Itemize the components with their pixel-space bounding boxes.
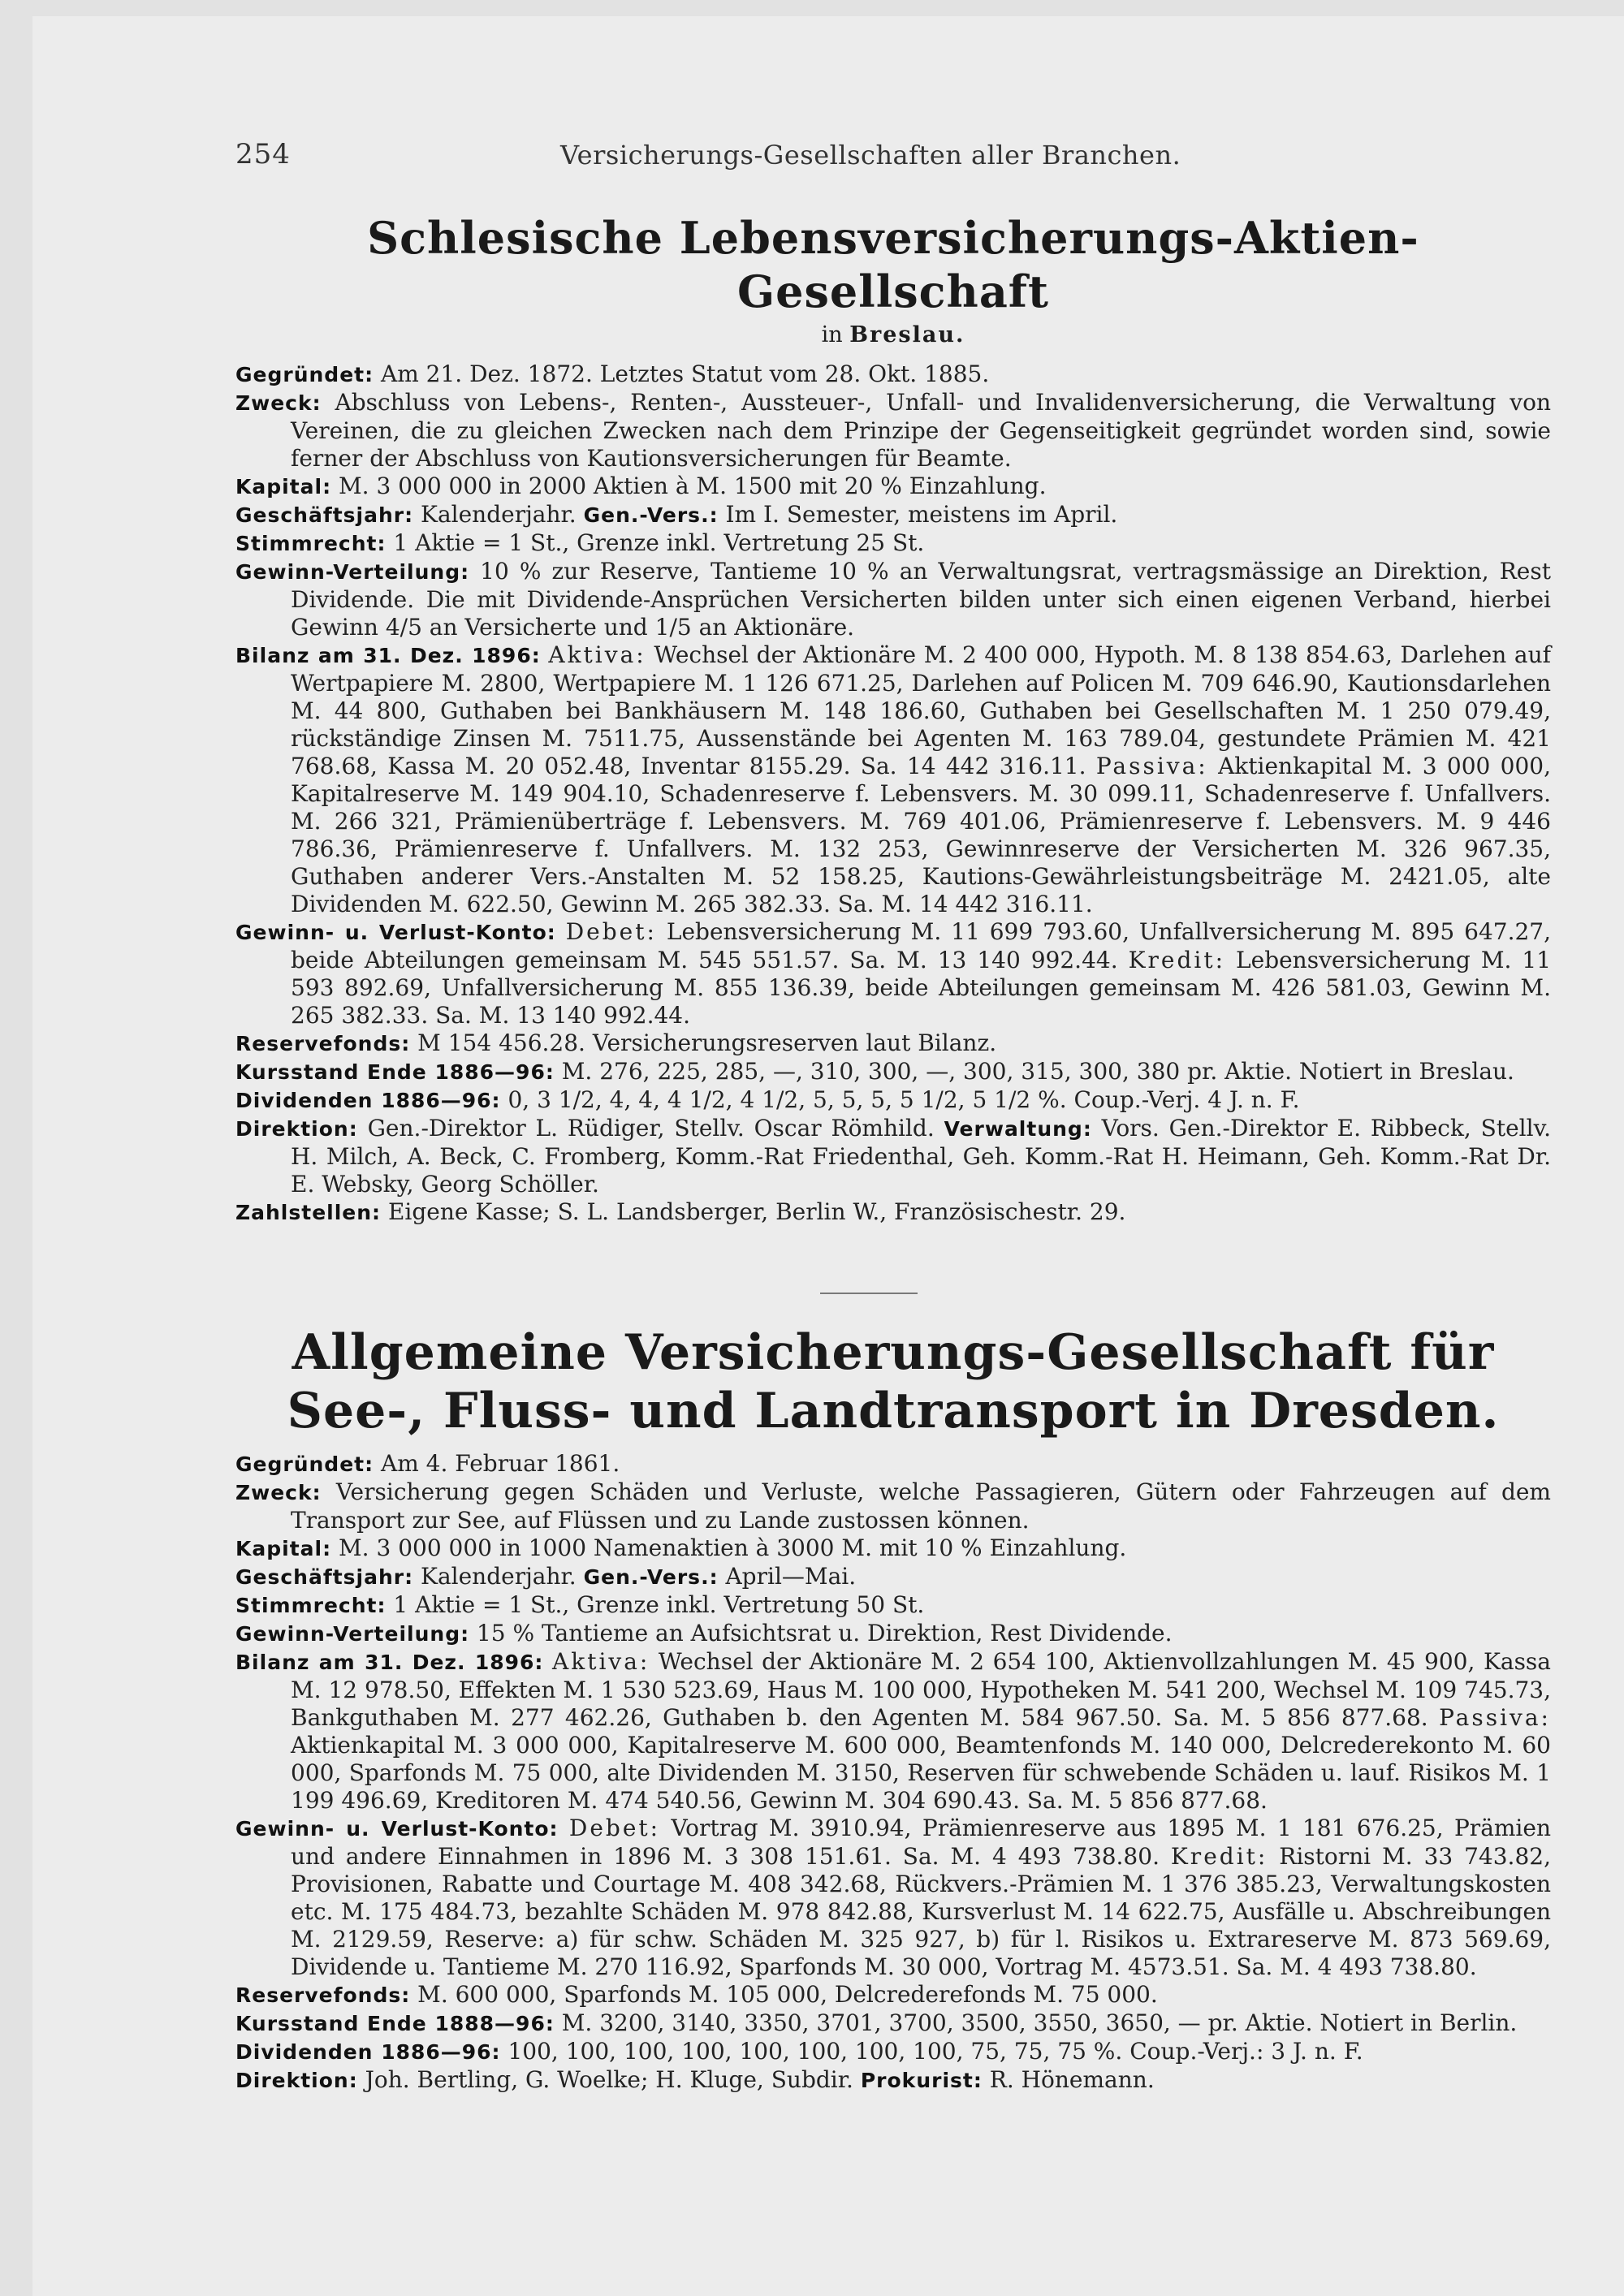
section-divider: [820, 1293, 918, 1294]
entry-text: M. 3 000 000 in 1000 Namenaktien à 3000 M. mit 10 % Einzahlung.: [331, 1534, 1127, 1561]
subtitle-prefix: in: [821, 322, 843, 347]
entry-zweck: [235, 1478, 1551, 1534]
company-section-schlesische: [235, 211, 1551, 1227]
entry-text: Kalenderjahr.: [413, 1563, 584, 1590]
entry-text: M. 276, 225, 285, —, 310, 300, —, 300, 315, 300, 380 pr. Aktie. Notiert in Breslau.: [554, 1058, 1514, 1085]
entry-stimmrecht: [235, 529, 1551, 558]
entry-label: Stimmrecht:: [235, 1594, 387, 1617]
entry-kursstand: [235, 1058, 1551, 1086]
entry-direktion: [235, 2066, 1551, 2095]
entry-text: Am 4. Februar 1861.: [374, 1450, 620, 1477]
entry-text: M. 3 000 000 in 2000 Aktien à M. 1500 mit 20 % Einzahlung.: [331, 473, 1047, 499]
entry-reservefonds: [235, 1981, 1551, 2009]
aktiva-label: Aktiva:: [552, 1648, 650, 1675]
entry-text: Am 21. Dez. 1872. Letztes Statut vom 28. Okt. 1885.: [374, 360, 990, 387]
entry-text: Joh. Bertling, G. Woelke; H. Kluge, Subdir.: [357, 2066, 861, 2093]
entry-dividenden: [235, 2038, 1551, 2066]
entry-text: M. 3200, 3140, 3350, 3701, 3700, 3500, 3550, 3650, — pr. Aktie. Notiert in Berlin.: [554, 2009, 1518, 2036]
entry-text: Versicherung gegen Schäden und Verluste, welche Passagieren, Gütern oder Fahrzeugen auf dem Transport zur See, auf Flüssen und zu Lande zustossen können.: [291, 1478, 1551, 1534]
subtitle-city: Breslau.: [849, 322, 965, 347]
passiva-label: Passiva:: [1095, 753, 1208, 779]
entry-text: Eigene Kasse; S. L. Landsberger, Berlin W., Französischestr. 29.: [381, 1198, 1126, 1225]
aktiva-label: Aktiva:: [548, 641, 646, 668]
entry-text: Abschluss von Lebens-, Renten-, Aussteuer-, Unfall- und Invalidenversicherung, die Verwaltung von Vereinen, die zu gleichen Zwecken nach dem Prinzipe der Gegenseitigkeit gegründet worden sind, sowie ferner der Abschluss von Kautionsversicherungen für Beamte.: [291, 389, 1551, 472]
entry-text: M 154 456.28. Versicherungsreserven laut Bilanz.: [410, 1029, 997, 1056]
entry-label: Stimmrecht:: [235, 532, 387, 555]
company-subtitle: [235, 320, 1551, 351]
entry-text: M. 600 000, Sparfonds M. 105 000, Delcrederefonds M. 75 000.: [410, 1981, 1158, 2008]
kredit-label: Kredit:: [1170, 1843, 1268, 1870]
company-title: Allgemeine Versicherungs-Gesellschaft für See-, Fluss- und Landtransport in Dresden.: [287, 1324, 1500, 1439]
entry-label: Zweck:: [235, 391, 322, 415]
debet-text: Lebensversicherung M. 11 699 793.60, Unfallversicherung M. 895 647.27, beide Abteilungen gemeinsam M. 545 551.57. Sa. M. 13 140 992.44.: [291, 918, 1552, 973]
entry-gegruendet: [235, 1450, 1551, 1478]
aktiva-text: Wechsel der Aktionäre M. 2 400 000, Hypoth. M. 8 138 854.63, Darlehen auf Wertpapiere M. 2800, Wertpapiere M. 1 126 671.25, Darlehen auf Policen M. 709 646.90, Kautionsdarlehen M. 44 800, Guthaben bei Bankhäusern M. 148 186.60, Guthaben bei Gesellschaften M. 1 250 079.49, rückständige Zinsen M. 7511.75, Aussenstände bei Agenten M. 163 789.04, gestundete Prämien M. 421 768.68, Kassa M. 20 052.48, Inventar 8155.29. Sa. 14 442 316.11.: [291, 641, 1551, 779]
entry-label: Reservefonds:: [235, 1983, 411, 2007]
entry-label: Kapital:: [235, 475, 332, 498]
entry-kapital: [235, 473, 1551, 501]
entry-label: Dividenden 1886—96:: [235, 1089, 501, 1112]
entry-label: Gewinn-Verteilung:: [235, 560, 470, 584]
passiva-text: Aktienkapital M. 3 000 000, Kapitalreserve M. 149 904.10, Schadenreserve f. Lebensvers. M. 30 099.11, Schadenreserve f. Unfallvers. M. 266 321, Prämienüberträge f. Lebensvers. M. 769 401.06, Prämienreserve f. Lebensvers. M. 9 446 786.36, Prämienreserve f. Unfallvers. M. 132 253, Gewinnreserve der Versicherten M. 326 967.35, Guthaben anderer Vers.-Anstalten M. 52 158.25, Kautions-Gewährleistungsbeiträge M. 2421.05, alte Dividenden M. 622.50, Gewinn M. 265 382.33. Sa. M. 14 442 316.11.: [291, 753, 1551, 917]
entry-label-verwaltung: Verwaltung:: [944, 1117, 1092, 1141]
kredit-label: Kredit:: [1128, 947, 1226, 973]
debet-label: Debet:: [568, 1815, 661, 1841]
entry-label: Kursstand Ende 1886—96:: [235, 1060, 555, 1084]
entry-gewinn-verlust-konto: [235, 918, 1551, 1029]
entry-label: Gewinn-Verteilung:: [235, 1622, 470, 1646]
entry-text: Gen.-Direktor L. Rüdiger, Stellv. Oscar Römhild.: [357, 1115, 944, 1142]
entry-kapital: [235, 1534, 1551, 1563]
entry-label: Dividenden 1886—96:: [235, 2040, 501, 2064]
entry-label: Geschäftsjahr:: [235, 503, 414, 527]
entry-list: [235, 1450, 1551, 2095]
entry-bilanz: [235, 641, 1551, 918]
entry-zweck: [235, 389, 1551, 473]
entry-text: 100, 100, 100, 100, 100, 100, 100, 100, 75, 75, 75 %. Coup.-Verj.: 3 J. n. F.: [500, 2038, 1363, 2065]
entry-gewinn-verlust-konto: [235, 1815, 1551, 1981]
entry-text: Kalenderjahr.: [413, 501, 584, 528]
entry-label: Zweck:: [235, 1481, 322, 1504]
entry-label-gen-vers: Gen.-Vers.:: [583, 1565, 719, 1589]
entry-text: Im I. Semester, meistens im April.: [718, 501, 1118, 528]
entry-dividenden: [235, 1086, 1551, 1115]
entry-text: 10 % zur Reserve, Tantieme 10 % an Verwaltungsrat, vertragsmässige an Direktion, Rest Dividende. Die mit Dividende-Ansprüchen Versicherten bilden unter sich einen eigenen Verband, hierbei Gewinn 4/5 an Versicherte und 1/5 an Aktionäre.: [291, 558, 1551, 641]
page-number: 254: [235, 138, 291, 170]
entry-label: Reservefonds:: [235, 1032, 411, 1055]
entry-label: Direktion:: [235, 2069, 358, 2092]
entry-label: Direktion:: [235, 1117, 358, 1141]
entry-list: [235, 360, 1551, 1227]
entry-text: R. Hönemann.: [982, 2066, 1155, 2093]
entry-stimmrecht: [235, 1591, 1551, 1620]
page-header: [235, 138, 1551, 179]
entry-label: Kapital:: [235, 1537, 332, 1560]
entry-text: 1 Aktie = 1 St., Grenze inkl. Vertretung 25 St.: [386, 529, 925, 556]
company-section-allgemeine: [235, 1323, 1551, 2095]
entry-label-gen-vers: Gen.-Vers.:: [583, 503, 719, 527]
entry-gewinn-verteilung: [235, 1620, 1551, 1648]
entry-label: Bilanz am 31. Dez. 1896:: [235, 1651, 544, 1674]
entry-direktion: [235, 1115, 1551, 1198]
company-title: Schlesische Lebensversicherungs-Aktien-Gesellschaft: [367, 212, 1419, 317]
entry-label-prokurist: Prokurist:: [860, 2069, 983, 2092]
entry-zahlstellen: [235, 1198, 1551, 1227]
debet-label: Debet:: [565, 918, 657, 945]
entry-geschaeftsjahr: [235, 501, 1551, 529]
entry-label: Gewinn- u. Verlust-Konto:: [235, 1817, 559, 1841]
entry-text: 0, 3 1/2, 4, 4, 4 1/2, 4 1/2, 5, 5, 5, 5 1/2, 5 1/2 %. Coup.-Verj. 4 J. n. F.: [500, 1086, 1300, 1113]
debet-text: Vortrag M. 3910.94, Prämienreserve aus 1895 M. 1 181 676.25, Prämien und andere Einnahmen in 1896 M. 3 308 151.61. Sa. M. 4 493 738.80.: [291, 1815, 1551, 1870]
entry-reservefonds: [235, 1029, 1551, 1058]
entry-text: Vors. Gen.-Direktor E. Ribbeck, Stellv. H. Milch, A. Beck, C. Fromberg, Komm.-Rat Friedenthal, Geh. Komm.-Rat H. Heimann, Geh. Komm.-Rat Dr. E. Websky, Georg Schöller.: [291, 1115, 1551, 1198]
entry-gegruendet: [235, 360, 1551, 389]
entry-label: Bilanz am 31. Dez. 1896:: [235, 644, 541, 667]
entry-geschaeftsjahr: [235, 1563, 1551, 1591]
running-title: Versicherungs-Gesellschaften aller Branchen.: [560, 140, 1181, 170]
entry-label: Geschäftsjahr:: [235, 1565, 414, 1589]
entry-label: Zahlstellen:: [235, 1201, 382, 1224]
entry-label: Gegründet:: [235, 1452, 374, 1476]
entry-label: Gewinn- u. Verlust-Konto:: [235, 921, 556, 944]
entry-label: Gegründet:: [235, 363, 374, 386]
kredit-text: Lebensversicherung M. 11 593 892.69, Unfallversicherung M. 855 136.39, beide Abteilungen gemeinsam M. 426 581.03, Gewinn M. 265 382.33. Sa. M. 13 140 992.44.: [291, 947, 1552, 1029]
passiva-text: Aktienkapital M. 3 000 000, Kapitalreserve M. 600 000, Beamtenfonds M. 140 000, Delcrederekonto M. 60 000, Sparfonds M. 75 000, alte Dividenden M. 3150, Reserven für schwebende Schäden u. lauf. Risikos M. 1 199 496.69, Kreditoren M. 474 540.56, Gewinn M. 304 690.43. Sa. M. 5 856 877.68.: [291, 1732, 1551, 1814]
document-page: [32, 16, 1624, 2296]
entry-kursstand: [235, 2009, 1551, 2038]
entry-bilanz: [235, 1648, 1551, 1815]
aktiva-text: Wechsel der Aktionäre M. 2 654 100, Aktienvollzahlungen M. 45 900, Kassa M. 12 978.50, Effekten M. 1 530 523.69, Haus M. 100 000, Hypotheken M. 541 200, Wechsel M. 109 745.73, Bankguthaben M. 277 462.26, Guthaben b. den Agenten M. 584 967.50. Sa. M. 5 856 877.68.: [291, 1648, 1551, 1731]
passiva-label: Passiva:: [1439, 1704, 1551, 1731]
entry-text: 15 % Tantieme an Aufsichtsrat u. Direktion, Rest Dividende.: [469, 1620, 1173, 1646]
entry-gewinn-verteilung: [235, 558, 1551, 641]
entry-label: Kursstand Ende 1888—96:: [235, 2012, 555, 2035]
entry-text: April—Mai.: [718, 1563, 857, 1590]
kredit-text: Ristorni M. 33 743.82, Provisionen, Rabatte und Courtage M. 408 342.68, Rückvers.-Prämien M. 1 376 385.23, Verwaltungskosten etc. M. 175 484.73, bezahlte Schäden M. 978 842.88, Kursverlust M. 14 622.75, Ausfälle u. Abschreibungen M. 2129.59, Reserve: a) für schw. Schäden M. 325 927, b) für l. Risikos u. Extrareserve M. 873 569.69, Dividende u. Tantieme M. 270 116.92, Sparfonds M. 30 000, Vortrag M. 4573.51. Sa. M. 4 493 738.80.: [291, 1843, 1551, 1980]
entry-text: 1 Aktie = 1 St., Grenze inkl. Vertretung 50 St.: [386, 1591, 925, 1618]
